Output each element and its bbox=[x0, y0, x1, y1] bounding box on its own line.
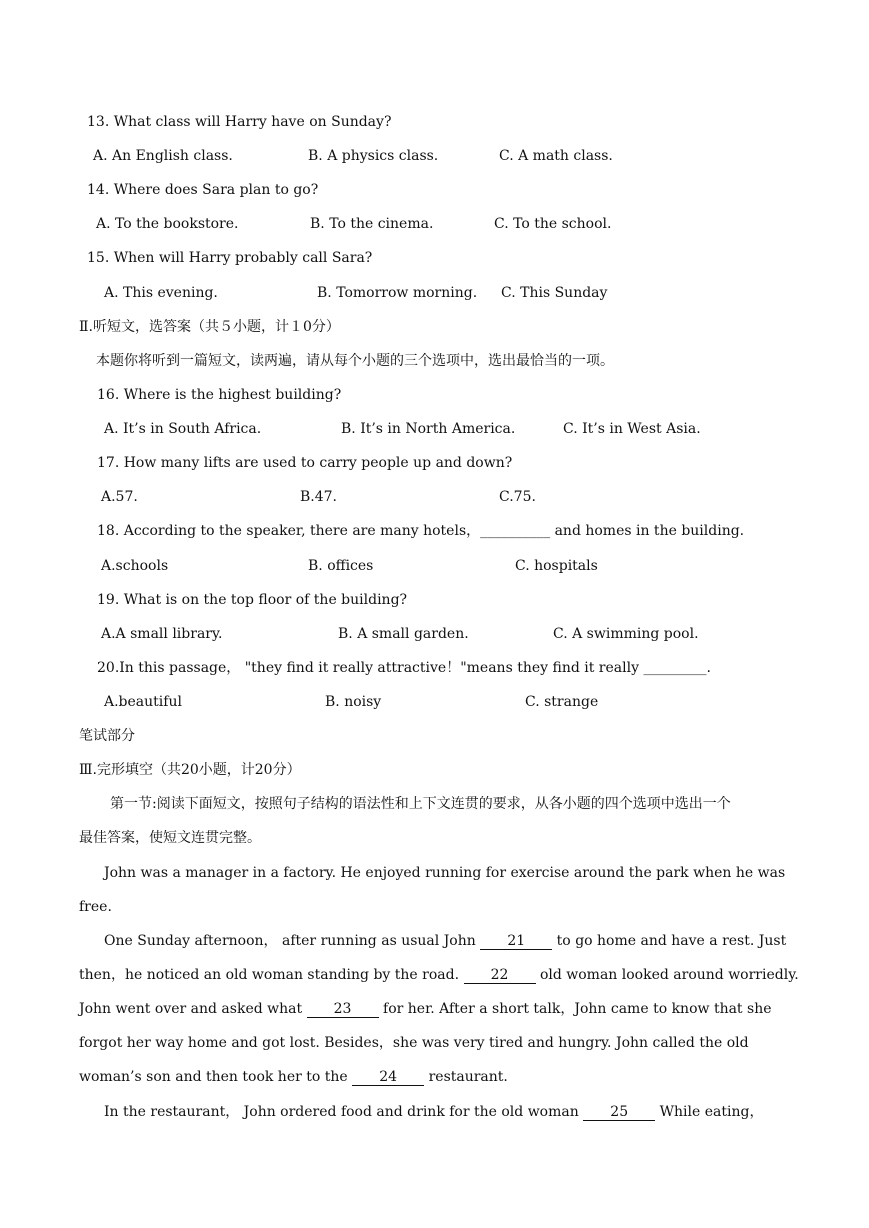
question-16-option-c: C. It’s in West Asia. bbox=[563, 421, 701, 437]
question-16-option-b: B. It’s in North America. bbox=[341, 421, 516, 437]
question-19-option-a: A.A small library. bbox=[101, 626, 223, 642]
question-13-option-c: C. A math class. bbox=[499, 148, 613, 164]
passage-paragraph-2-line-4: forgot her way home and got lost. Besides，she was very tired and hungry. John called the old bbox=[79, 1035, 749, 1051]
question-17-option-b: B.47. bbox=[300, 489, 338, 505]
blank-23[interactable]: 23 bbox=[307, 1001, 379, 1018]
question-18-stem: 18. According to the speaker, there are many hotels，__________ and homes in the building. bbox=[97, 523, 745, 539]
question-20-option-c: C. strange bbox=[525, 694, 599, 710]
passage-paragraph-3-line-1: In the restaurant， John ordered food and drink for the old woman 25 While eating， bbox=[104, 1104, 764, 1120]
question-15-stem: 15. When will Harry probably call Sara? bbox=[87, 250, 373, 266]
blank-22[interactable]: 22 bbox=[464, 967, 536, 984]
passage-paragraph-2-line-2: then，he noticed an old woman standing by the road. 22 old woman looked around worriedly. bbox=[79, 967, 799, 983]
section-2-heading: Ⅱ.听短文，选答案（共５小题，计１0分） bbox=[79, 319, 340, 335]
passage-paragraph-2-line-3: John went over and asked what 23 for her. After a short talk，John came to know that she bbox=[79, 1001, 772, 1017]
blank-25[interactable]: 25 bbox=[583, 1104, 655, 1121]
question-15-option-a: A. This evening. bbox=[104, 285, 218, 301]
passage-paragraph-1-line-2: free. bbox=[79, 899, 112, 915]
passage-paragraph-2-line-5: woman’s son and then took her to the 24 restaurant. bbox=[79, 1069, 508, 1085]
written-part-heading: 笔试部分 bbox=[79, 728, 135, 744]
section-3-instruction-line-2: 最佳答案，使短文连贯完整。 bbox=[79, 830, 261, 846]
question-18-option-c: C. hospitals bbox=[515, 558, 598, 574]
question-20-stem: 20.In this passage， "they find it really attractive！"means they find it really _________. bbox=[97, 660, 711, 676]
passage-paragraph-1-line-1: John was a manager in a factory. He enjoyed running for exercise around the park when he was bbox=[104, 865, 786, 881]
blank-24[interactable]: 24 bbox=[352, 1069, 424, 1086]
question-13-option-b: B. A physics class. bbox=[308, 148, 439, 164]
question-14-stem: 14. Where does Sara plan to go? bbox=[87, 182, 319, 198]
question-19-option-c: C. A swimming pool. bbox=[553, 626, 699, 642]
question-15-option-c: C. This Sunday bbox=[501, 285, 608, 301]
question-17-stem: 17. How many lifts are used to carry people up and down? bbox=[97, 455, 513, 471]
section-2-instruction: 本题你将听到一篇短文，读两遍，请从每个小题的三个选项中，选出最恰当的一项。 bbox=[96, 353, 614, 369]
question-15-option-b: B. Tomorrow morning. bbox=[317, 285, 478, 301]
question-14-option-c: C. To the school. bbox=[494, 216, 612, 232]
question-19-option-b: B. A small garden. bbox=[338, 626, 469, 642]
question-17-option-c: C.75. bbox=[499, 489, 536, 505]
section-3-heading: Ⅲ.完形填空（共20小题，计20分） bbox=[79, 762, 301, 778]
question-20-option-b: B. noisy bbox=[325, 694, 382, 710]
question-16-option-a: A. It’s in South Africa. bbox=[104, 421, 262, 437]
question-17-option-a: A.57. bbox=[101, 489, 138, 505]
question-18-option-a: A.schools bbox=[101, 558, 169, 574]
question-14-option-b: B. To the cinema. bbox=[310, 216, 434, 232]
passage-paragraph-2-line-1: One Sunday afternoon， after running as usual John 21 to go home and have a rest. Just bbox=[104, 933, 787, 949]
section-3-instruction-line-1: 第一节:阅读下面短文，按照句子结构的语法性和上下文连贯的要求，从各小题的四个选项中选出一个 bbox=[110, 796, 731, 812]
question-19-stem: 19. What is on the top floor of the building? bbox=[97, 592, 408, 608]
question-13-stem: 13. What class will Harry have on Sunday? bbox=[87, 114, 392, 130]
question-16-stem: 16. Where is the highest building? bbox=[97, 387, 342, 403]
question-18-option-b: B. offices bbox=[308, 558, 374, 574]
blank-21[interactable]: 21 bbox=[480, 933, 552, 950]
question-14-option-a: A. To the bookstore. bbox=[96, 216, 239, 232]
question-20-option-a: A.beautiful bbox=[104, 694, 182, 710]
question-13-option-a: A. An English class. bbox=[93, 148, 233, 164]
